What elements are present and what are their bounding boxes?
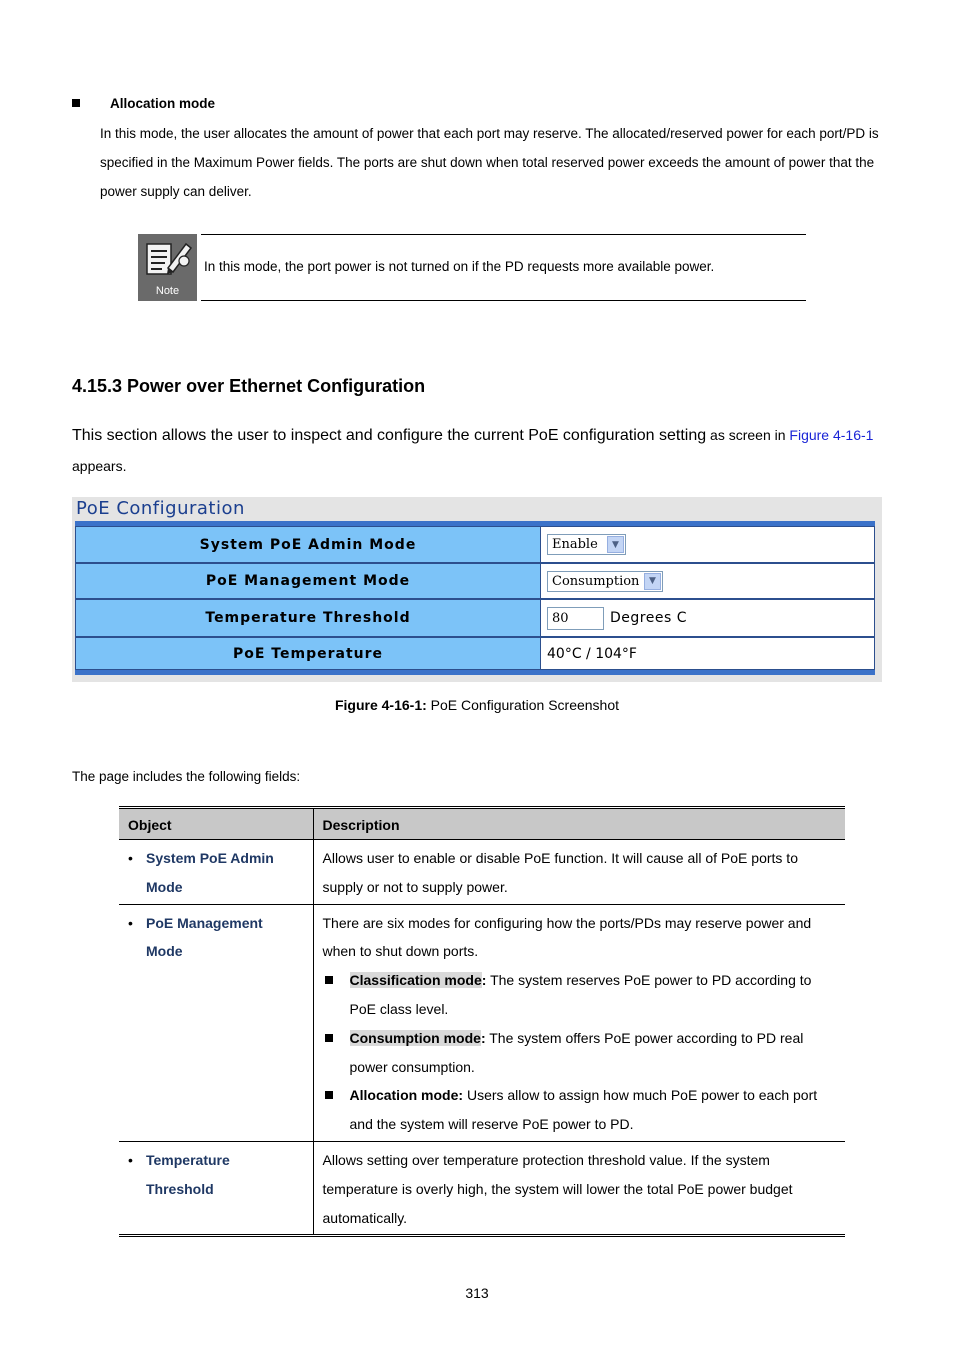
figure-caption xyxy=(0,697,954,713)
poe-row-label: PoE Management Mode xyxy=(75,563,541,599)
fields-table-wrapper xyxy=(119,806,845,1237)
chevron-down-icon[interactable]: ▼ xyxy=(607,536,624,553)
poe-row-value xyxy=(541,637,875,670)
management-mode-select-value: Consumption xyxy=(552,573,640,589)
figure-link[interactable]: Figure 4-16-1 xyxy=(789,427,874,443)
section-heading: 4.15.3 Power over Ethernet Configuration xyxy=(72,376,426,396)
note-text: In this mode, the port power is not turned on if the PD requests more available power. xyxy=(204,259,715,274)
bullet-square-icon xyxy=(72,99,80,107)
table-header-row xyxy=(119,808,845,840)
description-text: There are six modes for configuring how the ports/PDs may reserve power and when to shut down ports. xyxy=(322,914,812,960)
poe-row-label: PoE Temperature xyxy=(75,637,541,670)
note-pencil-icon xyxy=(138,234,197,284)
object-name-line1: System PoE Admin xyxy=(146,850,274,866)
fields-intro: The page includes the following fields: xyxy=(72,769,301,784)
temperature-threshold-input[interactable]: 80 xyxy=(547,607,604,630)
description-cell xyxy=(313,1141,845,1235)
table-header-description: Description xyxy=(313,808,845,840)
figure-caption-label: Figure 4-16-1: xyxy=(334,697,427,713)
bullet-dot-icon: • xyxy=(128,850,133,866)
poe-row-label: System PoE Admin Mode xyxy=(75,526,541,563)
object-name-line1: Temperature xyxy=(146,1151,230,1168)
poe-row-temperature-threshold xyxy=(75,599,875,637)
poe-config-title: PoE Configuration xyxy=(76,498,245,519)
note-icon xyxy=(138,234,197,301)
bullet-dot-icon: • xyxy=(128,1151,133,1168)
poe-row-management-mode xyxy=(75,563,875,599)
allocation-mode-title: Allocation mode xyxy=(110,96,216,111)
mode-term-colon: : xyxy=(480,1029,486,1046)
mode-text: Users allow to assign how much PoE power to each port and the system will reserve PoE power to PD. xyxy=(349,1087,818,1133)
table-header-object: Object xyxy=(119,808,313,840)
bullet-square-icon xyxy=(325,1091,333,1099)
admin-mode-select[interactable] xyxy=(547,534,626,555)
list-item xyxy=(323,1024,837,1082)
note-divider-bottom xyxy=(201,300,806,301)
intro-main-text: This section allows the user to inspect and configure the current PoE configuration setting xyxy=(72,427,707,444)
table-row xyxy=(119,840,845,905)
section-intro xyxy=(72,420,892,482)
table-row xyxy=(119,904,845,1141)
bullet-square-icon xyxy=(325,976,333,984)
bullet-dot-icon: • xyxy=(128,914,133,931)
object-cell xyxy=(119,904,313,1141)
mode-term-colon: : xyxy=(481,972,487,989)
note-icon-label: Note xyxy=(155,285,180,297)
table-row xyxy=(119,1141,845,1235)
list-item xyxy=(323,966,837,1024)
object-name-line2: Mode xyxy=(146,943,183,960)
description-text: Allows setting over temperature protection threshold value. If the system temperature is overly high, the system will lower the total PoE power budget automatically. xyxy=(322,1151,793,1226)
chevron-down-icon[interactable]: ▼ xyxy=(644,573,661,590)
bullet-square-icon xyxy=(325,1034,333,1042)
admin-mode-select-value: Enable xyxy=(552,537,598,552)
object-cell xyxy=(119,840,313,905)
poe-row-temperature xyxy=(75,637,875,670)
management-mode-select[interactable] xyxy=(547,571,663,592)
note-divider-top xyxy=(201,234,806,235)
page-number: 313 xyxy=(465,1285,489,1301)
object-name-line2: Mode xyxy=(146,878,183,895)
mode-text: The system reserves PoE power to PD according to PoE class level. xyxy=(349,972,812,1017)
poe-row-value xyxy=(541,563,875,599)
object-name-line2: Threshold xyxy=(146,1180,214,1197)
list-item xyxy=(323,1081,837,1139)
poe-row-value xyxy=(541,526,875,563)
intro-small-text: as screen in xyxy=(706,427,790,443)
poe-temperature-value: 40°C / 104°F xyxy=(547,645,637,662)
description-text: Allows user to enable or disable PoE function. It will cause all of PoE ports to supply or not to supply power. xyxy=(322,850,798,895)
figure-caption-text: PoE Configuration Screenshot xyxy=(426,697,620,713)
mode-term: Consumption mode xyxy=(349,1029,481,1046)
object-cell xyxy=(119,1141,313,1235)
poe-table-bottom-bar xyxy=(75,670,875,675)
fields-table xyxy=(119,806,845,1237)
temperature-unit: Degrees C xyxy=(610,610,687,626)
mode-term: Classification mode xyxy=(349,972,482,989)
intro-end-text: appears. xyxy=(72,458,127,474)
description-cell xyxy=(313,840,845,905)
mode-text: The system offers PoE power according to PD real power consumption. xyxy=(349,1029,804,1075)
poe-row-label: Temperature Threshold xyxy=(75,599,541,637)
poe-row-admin-mode xyxy=(75,526,875,563)
description-cell xyxy=(313,904,845,1141)
poe-row-value xyxy=(541,599,875,637)
allocation-mode-paragraph: In this mode, the user allocates the amount of power that each port may reserve. The allocated/reserved power for each port/PD is specified in the Maximum Power fields. The ports are shut down when total reserved power exceeds the amount of power that the power supply can deliver. xyxy=(100,126,879,199)
object-name-line1: PoE Management xyxy=(146,914,263,931)
mode-term: Allocation mode: xyxy=(349,1087,464,1104)
